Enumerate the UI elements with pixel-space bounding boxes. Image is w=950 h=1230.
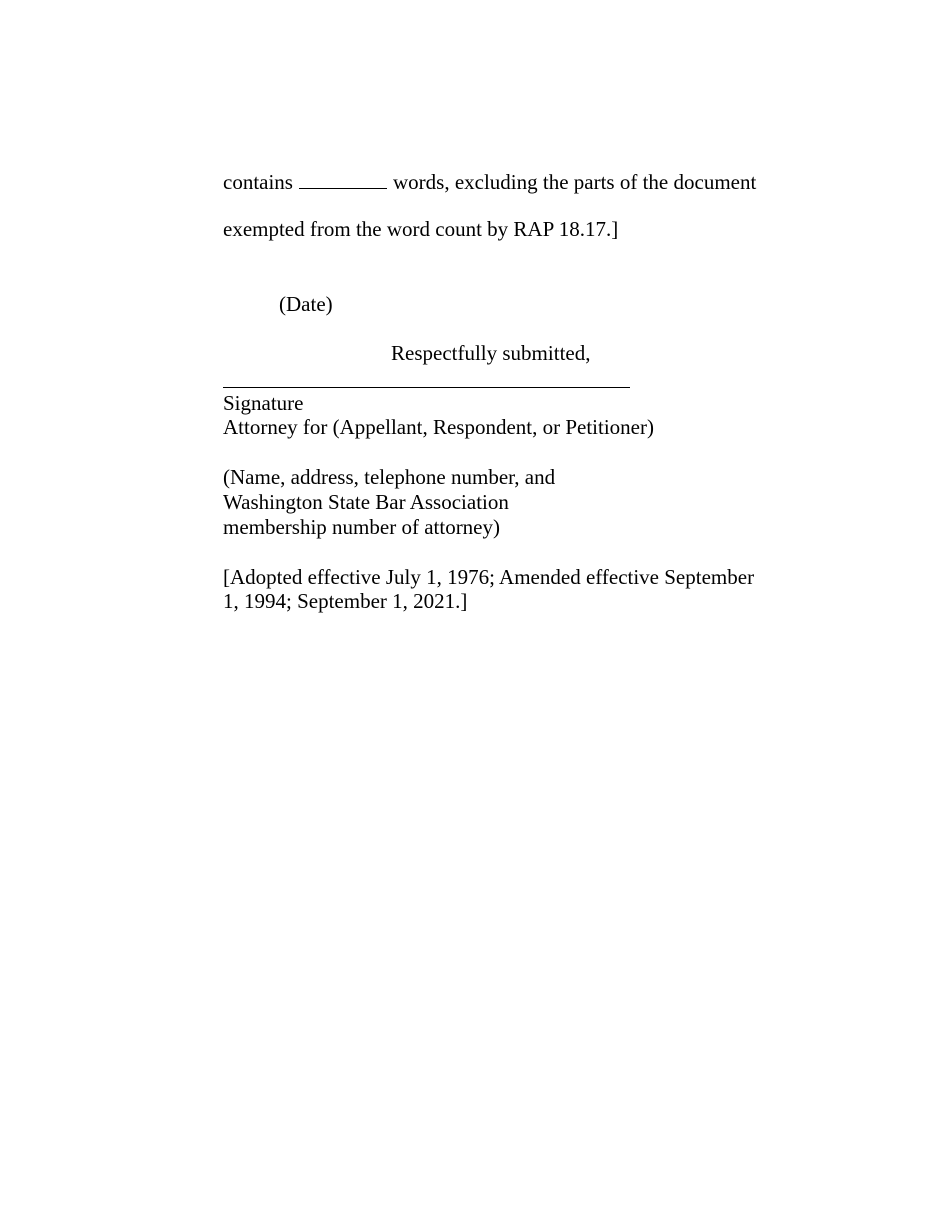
attorney-info-line-1: (Name, address, telephone number, and <box>223 465 556 489</box>
attorney-info-line-3: membership number of attorney) <box>223 515 500 539</box>
closing-text: Respectfully submitted, <box>391 341 591 365</box>
date-label: (Date) <box>279 292 333 316</box>
history-line-1: [Adopted effective July 1, 1976; Amended effective September <box>223 565 755 589</box>
word-count-line-1 <box>223 168 756 195</box>
attorney-info-line-2: Washington State Bar Association <box>223 490 509 514</box>
signature-label: Signature <box>223 391 304 415</box>
word-count-prefix: contains <box>223 170 293 194</box>
signature-line <box>223 387 630 388</box>
word-count-line-2: exempted from the word count by RAP 18.17.] <box>223 217 619 241</box>
word-count-blank <box>299 168 387 189</box>
word-count-suffix: words, excluding the parts of the document <box>392 170 757 194</box>
attorney-role: Attorney for (Appellant, Respondent, or Petitioner) <box>223 415 654 439</box>
history-line-2: 1, 1994; September 1, 2021.] <box>223 589 468 613</box>
